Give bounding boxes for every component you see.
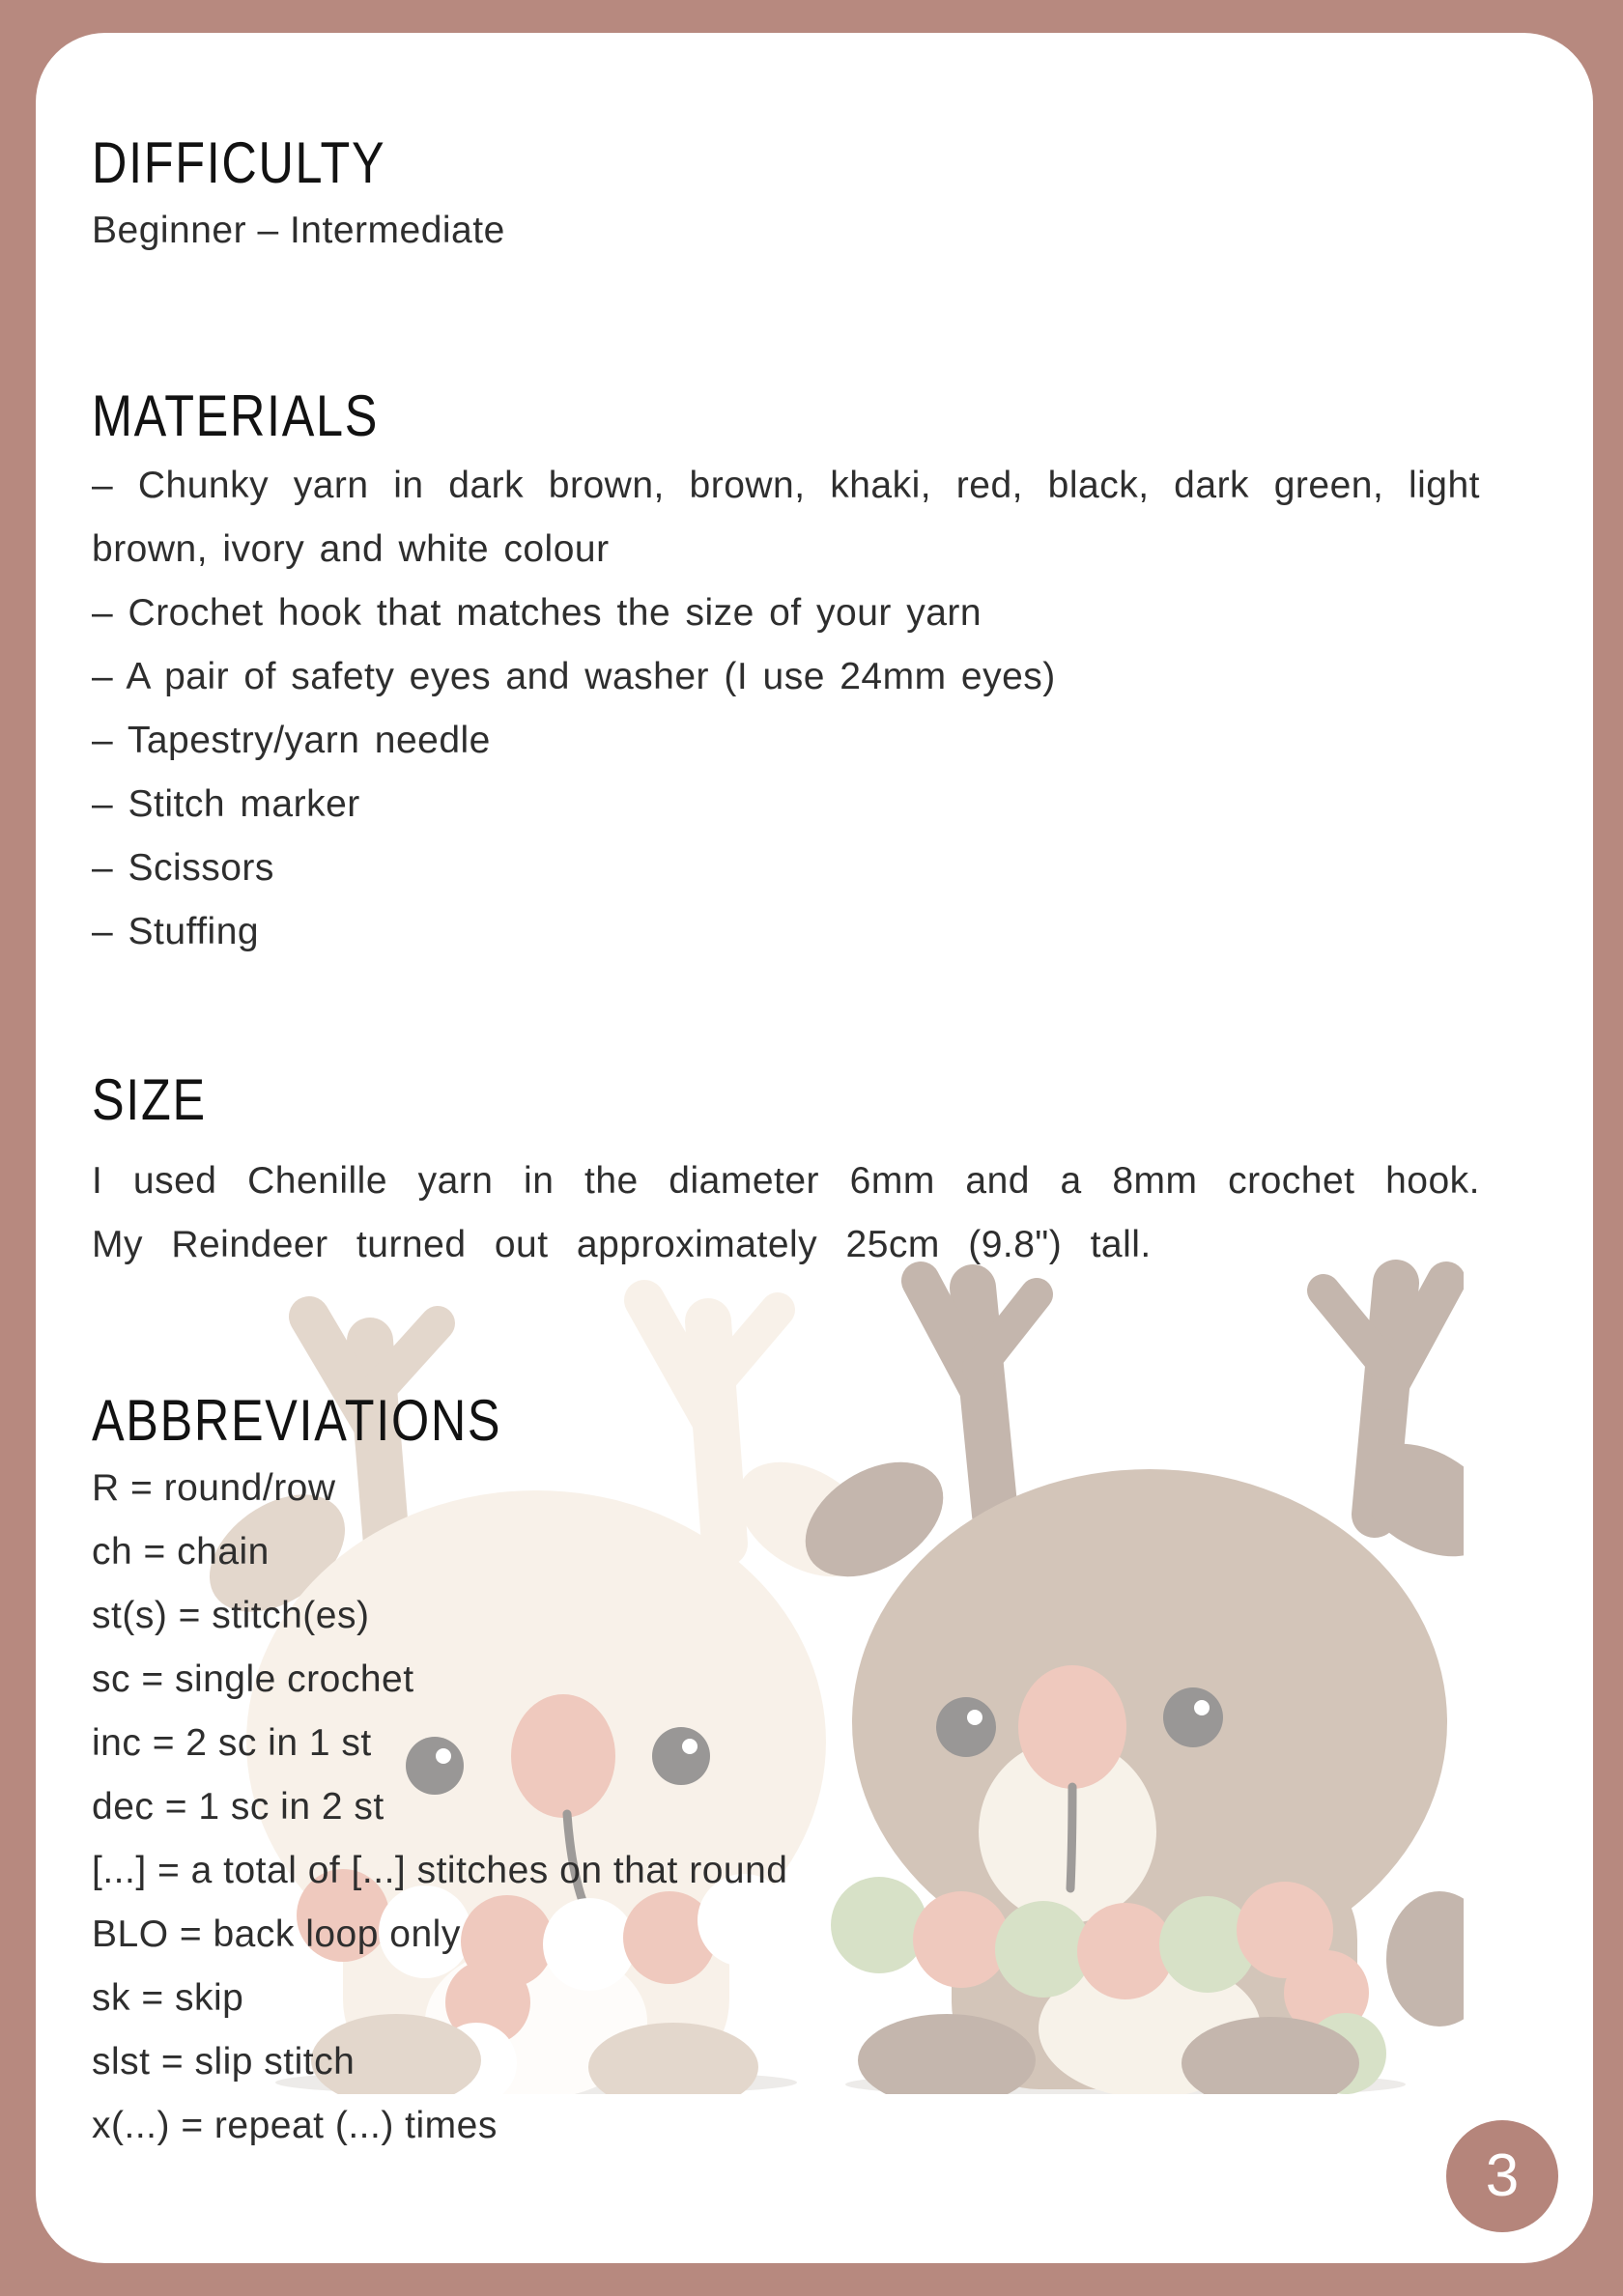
list-item: inc = 2 sc in 1 st [92, 1722, 372, 1764]
list-item: – Crochet hook that matches the size of your yarn [92, 592, 982, 634]
page-number: 3 [1485, 2142, 1520, 2209]
difficulty-heading: DIFFICULTY [92, 130, 386, 195]
list-item: – Chunky yarn in dark brown, brown, khaki, red, black, dark green, light brown, ivory and white colour [92, 465, 1480, 570]
materials-list [92, 454, 1480, 964]
size-heading: SIZE [92, 1067, 207, 1132]
list-item: – Scissors [92, 847, 274, 889]
list-item: [...] = a total of [...] stitches on that round [92, 1850, 788, 1891]
list-item: x(...) = repeat (...) times [92, 2105, 498, 2146]
list-item: – Stitch marker [92, 783, 360, 825]
list-item: ch = chain [92, 1531, 270, 1573]
list-item: slst = slip stitch [92, 2041, 356, 2083]
list-item: sk = skip [92, 1977, 244, 2019]
abbreviations-list [92, 1457, 1480, 2158]
list-item: st(s) = stitch(es) [92, 1595, 370, 1636]
materials-heading: MATERIALS [92, 383, 380, 448]
page-number-badge [1446, 2120, 1558, 2232]
list-item: R = round/row [92, 1467, 336, 1509]
list-item: – Stuffing [92, 911, 260, 952]
abbreviations-heading: ABBREVIATIONS [92, 1388, 502, 1453]
list-item: – A pair of safety eyes and washer (I use 24mm eyes) [92, 656, 1056, 697]
list-item: sc = single crochet [92, 1658, 414, 1700]
list-item: – Tapestry/yarn needle [92, 720, 491, 761]
list-item: BLO = back loop only [92, 1913, 461, 1955]
list-item: dec = 1 sc in 2 st [92, 1786, 384, 1828]
difficulty-level: Beginner – Intermediate [92, 210, 505, 251]
size-text: I used Chenille yarn in the diameter 6mm and a 8mm crochet hook. My Reindeer turned out approximately 25cm (9.8") tall. [92, 1160, 1480, 1265]
